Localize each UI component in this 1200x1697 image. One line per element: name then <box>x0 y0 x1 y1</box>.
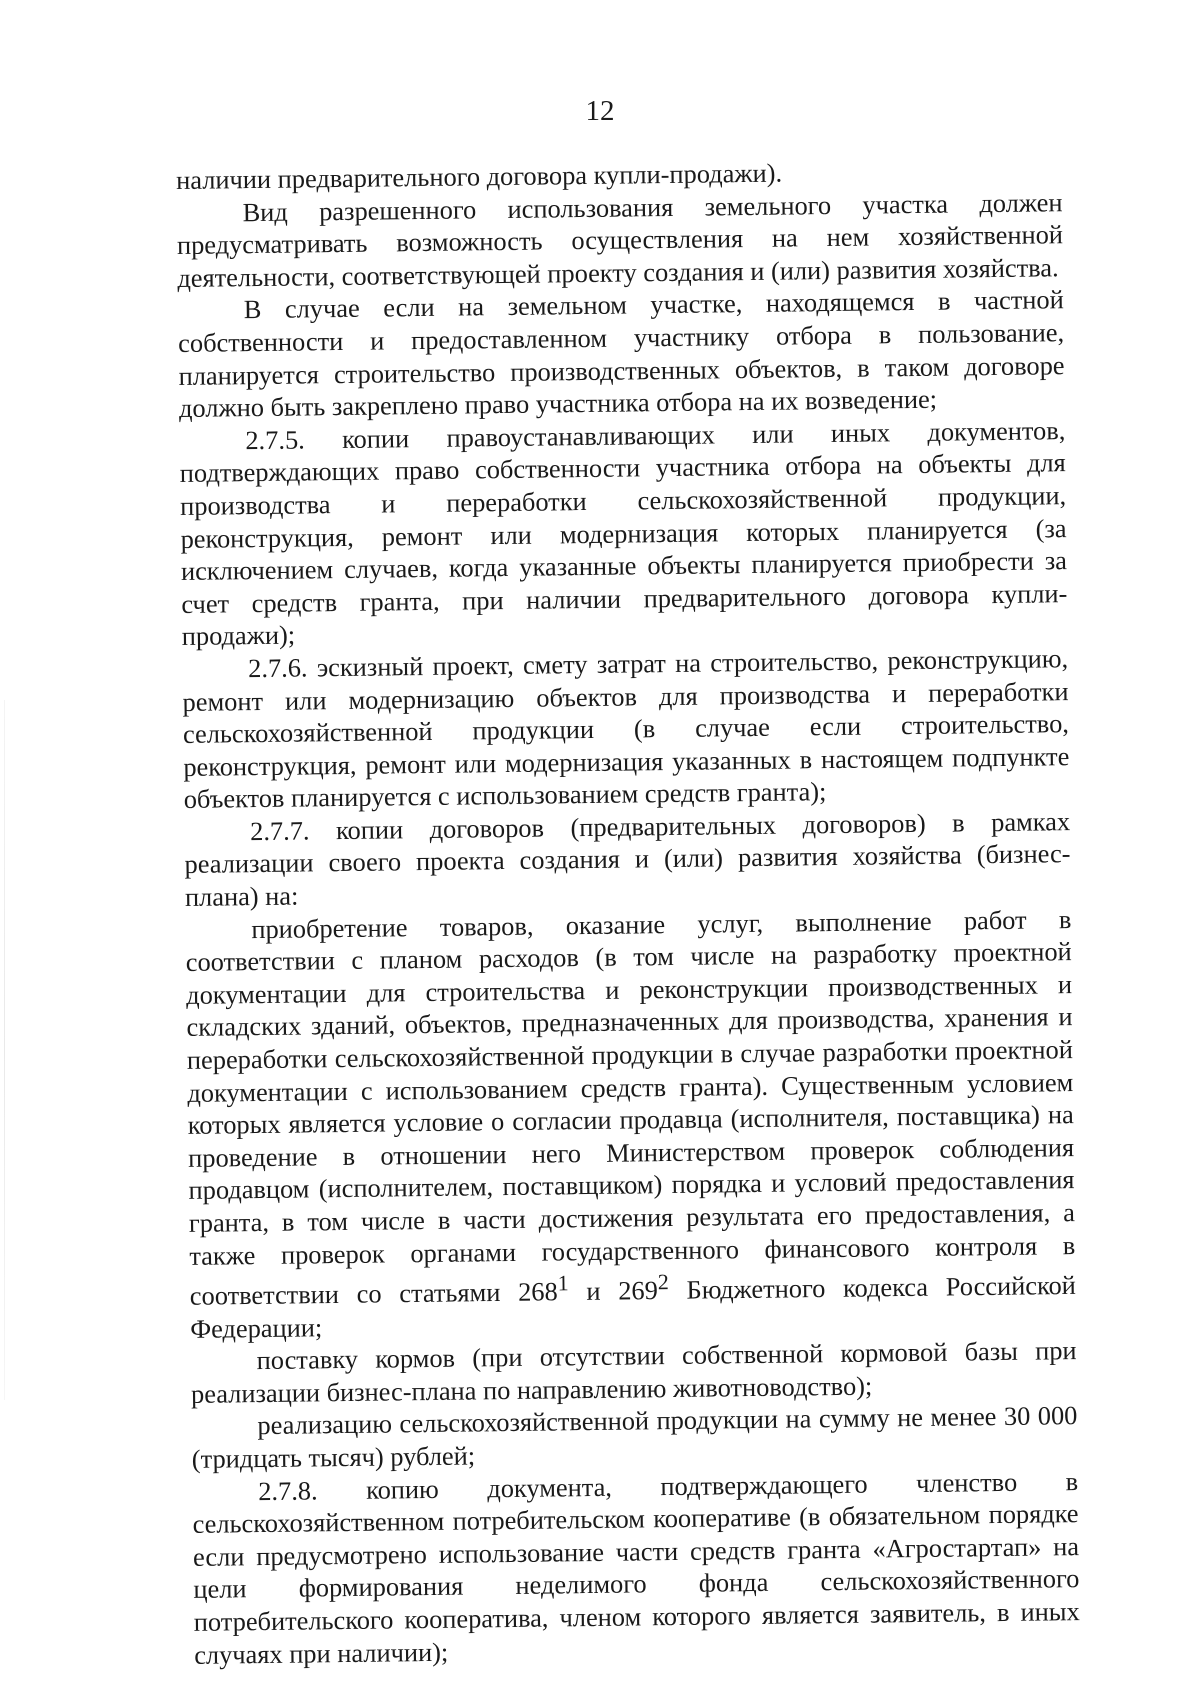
purchase-goods-text: приобретение товаров, оказание услуг, выполнение работ в соответствии с планом расходов (в том числе на разработку проектной документации для строительства и реконструкции производственных и складских зданий, объектов, предназначенных для производства, хранения и переработки сельскохозяйственной продукции в случае разработки проектной документации с использованием средств гранта). Существенным условием которых является условие о согласии продавца (исполнителя, поставщика) на проведение в отношении него Министерством проверок соблюдения продавцом (исполнителем, поставщиком) порядка и условий предоставления гранта, в том числе в части достижения результата его предоставления, а также проверок органами государственного финансового контроля в соответствии со статьями 268 <box>185 903 1076 1311</box>
purchase-goods-and: и 269 <box>568 1275 659 1307</box>
paragraph-continuation: наличии предварительного договора купли-продажи). <box>176 157 783 195</box>
paragraph-2-7-7: 2.7.7. копии договоров (предварительных договоров) в рамках реализации своего проекта создания и (или) развития хозяйства (бизнес-плана) на: <box>184 806 1071 913</box>
paragraph-2-7-8: 2.7.8. копию документа, подтверждающего членство в сельскохозяйственном потребительском кооперативе (в обязательном порядке если предусмотрено использование части средств гранта «Агростартап» на цели формирования неделимого фонда сельскохозяйственного потребительского кооператива, членом которого является заявитель, в иных случаях при наличии); <box>192 1465 1080 1670</box>
paragraph-purchase-goods <box>185 903 1076 1345</box>
paragraph-2-7-6: 2.7.6. эскизный проект, смету затрат на строительство, реконструкцию, ремонт или модернизацию объектов для производства и переработки сельскохозяйственной продукции (в случае если строительство, реконструкция, ремонт или модернизация указанных в настоящем подпункте объектов планируется с использованием средств гранта); <box>182 643 1070 815</box>
purchase-goods-end: Бюджетного кодекса Российской Федерации; <box>190 1270 1076 1344</box>
document-body <box>176 153 1080 1671</box>
superscript-1: 1 <box>557 1270 569 1296</box>
scan-edge-artifact <box>4 700 5 1400</box>
paragraph-private-land: В случае если на земельном участке, находящемся в частной собственности и предоставленном участнику отбора в пользование, планируется строительство производственных объектов, в таком договоре должно быть закреплено право участника отбора на их возведение; <box>178 284 1065 424</box>
page-number: 12 <box>585 95 615 127</box>
paragraph-product-sales: реализацию сельскохозяйственной продукции на сумму не менее 30 000 (тридцать тысяч) рублей; <box>191 1400 1078 1474</box>
superscript-2: 2 <box>657 1269 669 1295</box>
paragraph-land-use: Вид разрешенного использования земельного участка должен предусматривать возможность осуществления на нем хозяйственной деятельности, соответствующей проекту создания и (или) развития хозяйства. <box>176 186 1064 293</box>
paragraph-2-7-5: 2.7.5. копии правоустанавливающих или иных документов, подтверждающих право собственности участника отбора на объекты для производства и переработки сельскохозяйственной продукции, реконструкция, ремонт или модернизация которых планируется (за исключением случаев, когда указанные объекты планируется приобрести за счет средств гранта, при наличии предварительного договора купли-продажи); <box>179 414 1068 652</box>
paragraph-feed-supply: поставку кормов (при отсутствии собственной кормовой базы при реализации бизнес-плана по направлению животноводство); <box>190 1335 1077 1409</box>
